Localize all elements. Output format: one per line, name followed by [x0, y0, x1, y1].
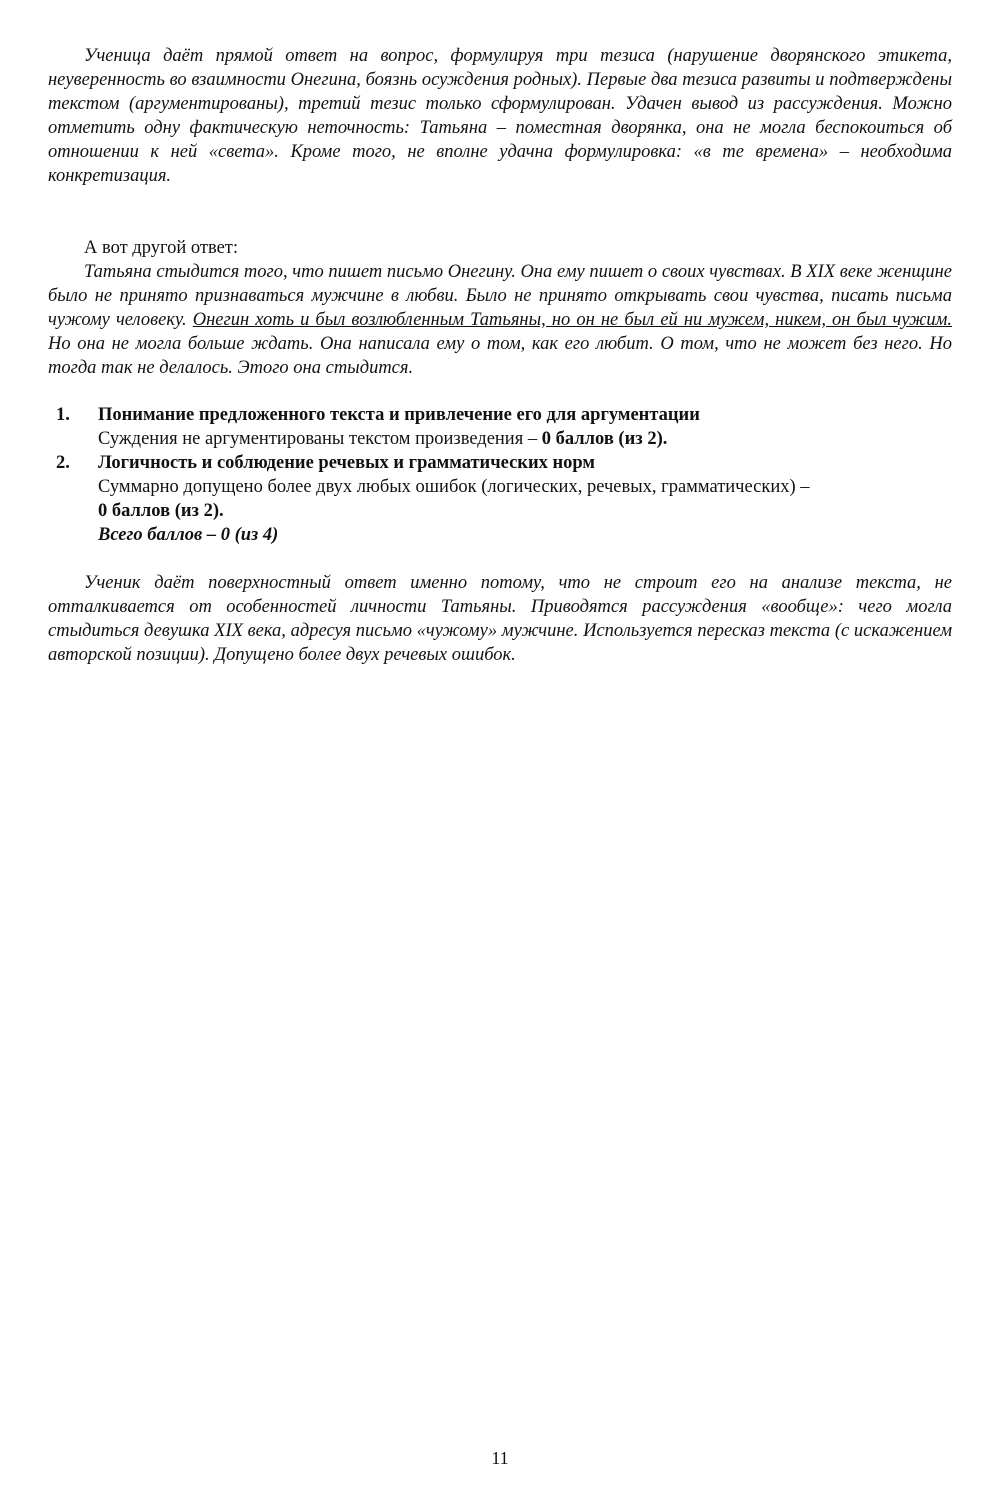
answer-text-end: Но она не могла больше ждать. Она написала ему о том, как его любит. О том, что не может без него. Но тогда так не делалось. Этого она стыдится. — [48, 334, 952, 378]
page-number: 11 — [491, 1448, 509, 1468]
criterion-assessment — [98, 427, 952, 451]
criterion-number: 2. — [56, 453, 70, 473]
criterion-score: 0 баллов (из 2). — [541, 429, 668, 449]
criterion-number: 1. — [56, 405, 70, 425]
student-answer-paragraph — [48, 260, 952, 380]
total-score: Всего баллов – 0 (из 4) — [98, 525, 279, 545]
answer-text-start: Татьяна стыдится того, что пишет письмо Онегину. Она ему пишет о своих чувствах. В XIX веке женщине было не принято признаваться мужчине в любви. Было не принято открывать свои чувства, писать письма чужому человеку. — [48, 262, 952, 330]
commentary-paragraph-1: Ученица даёт прямой ответ на вопрос, формулируя три тезиса (нарушение дворянского этикета, неуверенность во взаимности Онегина, боязнь осуждения родных). Первые два тезиса развиты и подтверждены текстом (аргументированы), третий тезис только сформулирован. Удачен вывод из рассуждения. Можно отметить одну фактическую неточность: Татьяна – поместная дворянка, она не могла беспокоиться об отношении к ней «света». Кроме того, не вполне удачна формулировка: «в те времена» – необходима конкретизация. — [48, 46, 952, 186]
criterion-title: Понимание предложенного текста и привлечение его для аргументации — [98, 405, 700, 425]
criterion-title: Логичность и соблюдение речевых и грамматических норм — [98, 453, 596, 473]
answer-underlined-text: Онегин хоть и был возлюбленным Татьяны, но он не был ей ни мужем, никем, он был чужим. — [192, 310, 952, 330]
commentary-paragraph-2: Ученик даёт поверхностный ответ именно потому, что не строит его на анализе текста, не отталкивается от особенностей личности Татьяны. Приводятся рассуждения «вообще»: чего могла стыдиться девушка XIX века, адресуя письмо «чужому» мужчине. Используется пересказ текста (с искажением авторской позиции). Допущено более двух речевых ошибок. — [48, 573, 952, 665]
criteria-list — [56, 403, 952, 547]
answer-intro: А вот другой ответ: — [84, 238, 239, 258]
criterion-text: Суждения не аргументированы текстом произведения – — [98, 429, 542, 449]
criterion-score: 0 баллов (из 2). — [98, 501, 224, 521]
criterion-item — [56, 403, 952, 451]
criterion-text: Суммарно допущено более двух любых ошибок (логических, речевых, грамматических) – — [98, 477, 810, 497]
criterion-item — [56, 451, 952, 547]
